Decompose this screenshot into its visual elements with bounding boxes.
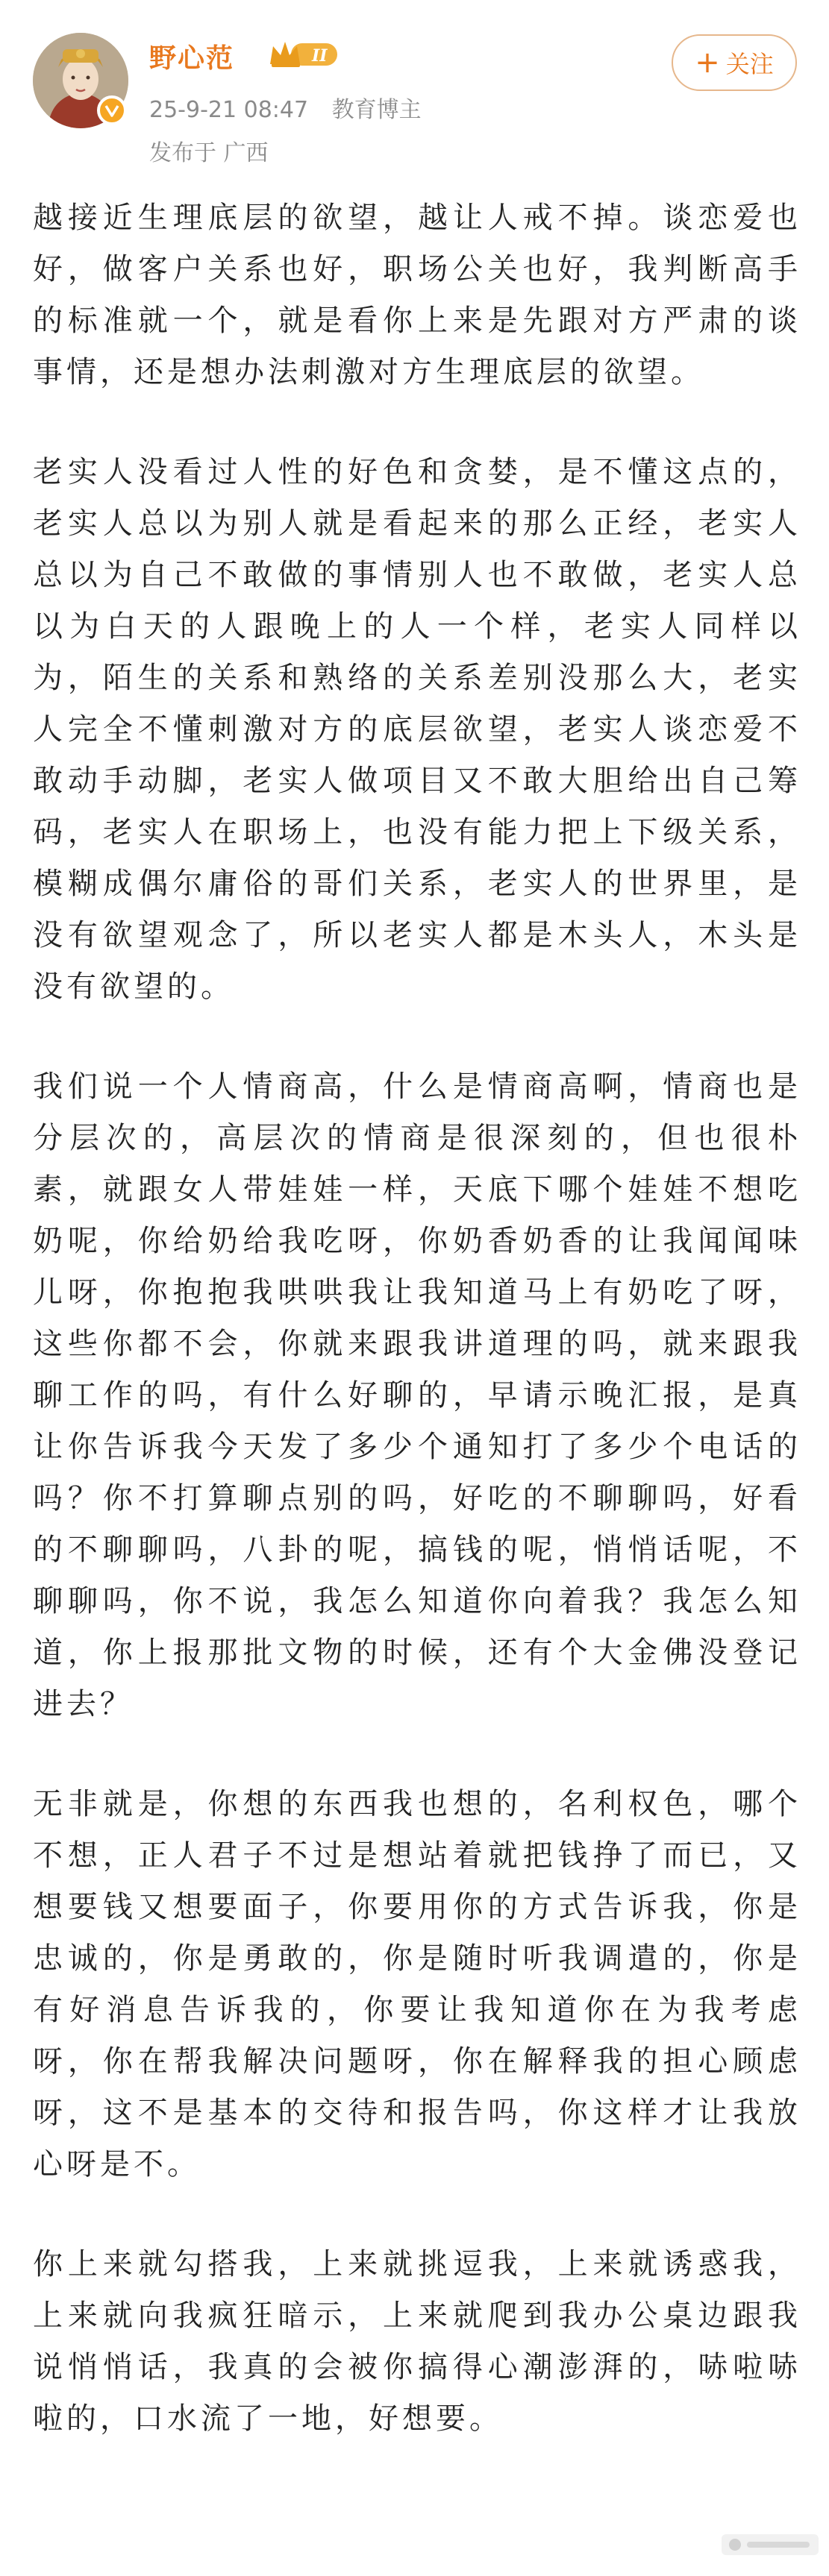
watermark-logo-icon bbox=[722, 2531, 819, 2558]
post-paragraph: 我们说一个人情商高，什么是情商高啊，情商也是分层次的，高层次的情商是很深刻的，但也很朴素，就跟女人带娃娃一样，天底下哪个娃娃不想吃奶呢，你给奶给我吃呀，你奶香奶香的让我闻闻味儿呀，你抱抱我哄哄我让我知道马上有奶吃了呀，这些你都不会，你就来跟我讲道理的吗，就来跟我聊工作的吗，有什么好聊的，早请示晚汇报，是真让你告诉我今天发了多少个通知打了多少个电话的吗？你不打算聊点别的吗，好吃的不聊聊吗，好看的不聊聊吗，八卦的呢，搞钱的呢，悄悄话呢，不聊聊吗，你不说，我怎么知道你向着我？我怎么知道，你上报那批文物的时候，还有个大金佛没登记进去？ bbox=[33, 1069, 801, 1721]
post-paragraph: 无非就是，你想的东西我也想的，名利权色，哪个不想，正人君子不过是想站着就把钱挣了而已，又想要钱又想要面子，你要用你的方式告诉我，你是忠诚的，你是勇敢的，你是随时听我调遣的，你是有好消息告诉我的，你要让我知道你在为我考虑呀，你在帮我解决问题呀，你在解释我的担心顾虑呀，这不是基本的交待和报告吗，你这样才让我放心呀是不。 bbox=[33, 1787, 801, 2181]
post-location: 发布于 广西 bbox=[149, 140, 269, 166]
plus-icon: + bbox=[695, 45, 720, 80]
follow-button[interactable] bbox=[672, 34, 797, 91]
user-tag: 教育博主 bbox=[331, 97, 422, 123]
post-paragraph: 老实人没看过人性的好色和贪婪，是不懂这点的，老实人总以为别人就是看起来的那么正经，老实人总以为自己不敢做的事情别人也不敢做，老实人总以为白天的人跟晚上的人一个样，老实人同样以为，陌生的关系和熟络的关系差别没那么大，老实人完全不懂刺激对方的底层欲望，老实人谈恋爱不敢动手动脚，老实人做项目又不敢大胆给出自己筹码，老实人在职场上，也没有能力把上下级关系，模糊成偶尔庸俗的哥们关系，老实人的世界里，是没有欲望观念了，所以老实人都是木头人，木头是没有欲望的。 bbox=[33, 455, 801, 1004]
follow-label: 关注 bbox=[725, 50, 774, 78]
crown-level-icon bbox=[269, 39, 340, 70]
verified-v-icon bbox=[97, 95, 127, 125]
post-paragraph: 你上来就勾搭我，上来就挑逗我，上来就诱惑我，上来就向我疯狂暗示，上来就爬到我办公桌边跟我说悄悄话，我真的会被你搞得心潮澎湃的，哧啦哧啦的，口水流了一地，好想要。 bbox=[33, 2247, 801, 2436]
post-paragraph: 越接近生理底层的欲望，越让人戒不掉。谈恋爱也好，做客户关系也好，职场公关也好，我判断高手的标准就一个，就是看你上来是先跟对方严肃的谈事情，还是想办法刺激对方生理底层的欲望。 bbox=[33, 201, 801, 389]
post-body bbox=[33, 192, 801, 2493]
post-header bbox=[0, 0, 829, 186]
post-meta bbox=[149, 91, 438, 124]
username[interactable]: 野心范 bbox=[149, 43, 235, 74]
level-badge-text: II bbox=[312, 46, 328, 66]
post-timestamp: 25-9-21 08:47 bbox=[149, 97, 309, 123]
